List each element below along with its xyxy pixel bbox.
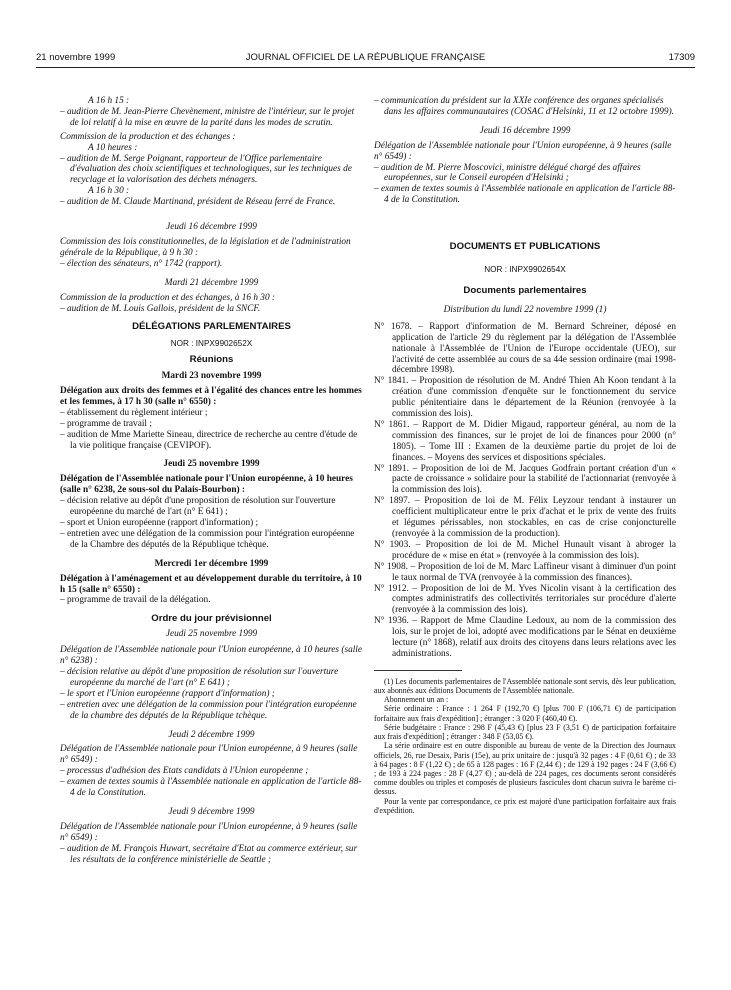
document-entry: N° 1903. – Proposition de loi de M. Michel Hunault visant à abroger la procédure de « mise en état » (renvoyée à la commission des lois). <box>374 539 676 561</box>
document-entry: N° 1891. – Proposition de loi de M. Jacques Godfrain portant création d'un « pacte de croissance » solidaire pour la stabilité de l'actionnariat (renvoyée à la commission des lois). <box>374 463 676 496</box>
header-title: JOURNAL OFFICIEL DE LA RÉPUBLIQUE FRANÇAISE <box>245 52 486 63</box>
date-heading: Jeudi 25 novembre 1999 <box>165 629 258 640</box>
section-title-delegations: DÉLÉGATIONS PARLEMENTAIRES <box>132 321 291 333</box>
agenda-item: – sport et Union européenne (rapport d'information) ; <box>60 518 259 528</box>
agenda-item: – entretien avec une délégation de la commission pour l'intégration européenne de la chambre des députés de la République tchèque. <box>60 699 357 721</box>
delegation-heading: Délégation à l'aménagement et au développement durable du territoire, à 10 h 15 (salle n° 6550) : <box>60 573 362 595</box>
left-column <box>60 96 363 865</box>
page-header <box>36 52 695 68</box>
agenda-item: – audition de M. François Huwart, secrétaire d'Etat au commerce extérieur, sur les résultats de la conférence ministérielle de Seattle ; <box>60 843 358 865</box>
agenda-item: – décision relative au dépôt d'une proposition de résolution sur l'ouverture européenne du marché de l'art (n° E 641) ; <box>60 666 339 688</box>
agenda-item: – programme de travail de la délégation. <box>60 595 211 606</box>
header-date: 21 novembre 1999 <box>36 52 116 63</box>
agenda-item: – programme de travail ; <box>60 418 152 429</box>
delegation-heading: Délégation de l'Assemblée nationale pour l'Union européenne, à 9 heures (salle n° 6549) : <box>60 744 358 766</box>
footnote: La série ordinaire est en outre disponible au bureau de vente de la Direction des Journaux officiels, 26, rue Desaix, Paris (15e), au prix unitaire de : jusqu'à 32 pages : 4 F (0,61 €) ; de 33 à 64 pages : 8 F (1,22 €) ; de 65 à 128 pages : 16 F (2,44 €) ; de 129 à 192 pages : 24 F (3,66 €) ; de 193 à 224 pages : 28 F (4,27 €) ; au-delà de 224 pages, ces documents seront considérés comme doubles ou triples et composés de plusieurs fascicules dont chacun suivra le barème ci-dessus. <box>374 741 676 797</box>
agenda-item: – processus d'adhésion des Etats candidats à l'Union européenne ; <box>60 766 309 777</box>
agenda-item: – audition de M. Serge Poignant, rapporteur de l'Office parlementaire d'évaluation des choix scientifiques et technologiques, sur les techniques de recyclage et la valorisation des déchets ménagers. <box>60 153 352 186</box>
agenda-item: – examen de textes soumis à l'Assemblée nationale en application de l'article 88-4 de la Constitution. <box>374 184 676 206</box>
date-heading: Jeudi 25 novembre 1999 <box>163 459 260 470</box>
footnote: Série ordinaire : France : 1 264 F (192,70 €) [plus 700 F (106,71 €) de participation forfaitaire aux frais d'expédition] ; étranger : 3 020 F (460,40 €). <box>374 704 676 723</box>
footnote: (1) Les documents parlementaires de l'Assemblée nationale sont servis, dès leur publication, aux abonnés aux éditions Documents de l'Assemblée nationale. <box>374 676 676 696</box>
footnote-rule <box>374 670 462 671</box>
document-entry: N° 1897. – Proposition de loi de M. Félix Leyzour tendant à instaurer un coefficient multiplicateur entre le prix d'achat et le prix de vente des fruits et légumes périssables, non stockables, en cas de crise conjoncturelle (renvoyée à la commission de la production). <box>374 496 676 539</box>
subsection-title-documents-parlementaires: Documents parlementaires <box>463 284 587 296</box>
agenda-item: – décision relative au dépôt d'une proposition de résolution sur l'ouverture européenne du marché de l'art (n° E 641) ; <box>60 496 336 518</box>
document-entry: N° 1908. – Proposition de loi de M. Marc Laffineur visant à diminuer d'un point le taux normal de TVA (renvoyée à la commission des finances). <box>374 561 676 583</box>
agenda-item: – établissement du règlement intérieur ; <box>60 407 208 418</box>
document-entry: N° 1861. – Rapport de M. Didier Migaud, rapporteur général, au nom de la commission des finances, sur le projet de loi de finances pour 2000 (n° 1805). – Tome III : Examen de la deuxième partie du projet de loi de finances. – Moyens des services et dispositions spéciales. <box>374 419 676 463</box>
document-entry: N° 1678. – Rapport d'information de M. Bernard Schreiner, déposé en application de l'article 29 du règlement par la délégation de l'Assemblée nationale à l'Assemblée de l'Union de l'Europe occidentale (UEO), sur l'activité de cette assemblée au cours de sa 44e session ordinaire (mai 1998-décembre 1998). <box>374 321 676 376</box>
date-heading: Jeudi 16 décembre 1999 <box>166 222 257 233</box>
document-entry: N° 1912. – Proposition de loi de M. Yves Nicolin visant à la certification des comptes administratifs des collectivités territoriales sur procédure d'alerte (renvoyée à la commission des lois). <box>374 583 676 616</box>
header-page-number: 17309 <box>668 52 695 63</box>
distribution-heading: Distribution du lundi 22 novembre 1999 (1) <box>443 304 607 315</box>
time-label: A 16 h 15 : <box>88 96 130 106</box>
date-heading: Mercredi 1er décembre 1999 <box>154 558 269 569</box>
nor-reference: NOR : INPX9902652X <box>170 339 253 349</box>
commission-heading: Commission de la production et des échanges : <box>60 131 236 142</box>
agenda-item: – communication du président sur la XXIe conférence des organes spécialisés dans les affaires communautaires (COSAC d'Helsinki, 11 et 12 octobre 1999). <box>374 96 674 117</box>
footnote: Série budgétaire : France : 298 F (45,43 €) [plus 23 F (3,51 €) de participation forfaitaire aux frais d'expédition] ; étranger : 348 F (53,05 €). <box>374 722 676 742</box>
agenda-item: – audition de M. Claude Martinand, président de Réseau ferré de France. <box>60 197 336 208</box>
agenda-item: – audition de M. Louis Gallois, président de la SNCF. <box>60 303 261 314</box>
agenda-item: – élection des sénateurs, n° 1742 (rapport). <box>60 258 223 269</box>
subsection-title-ordre-du-jour: Ordre du jour prévisionnel <box>151 613 272 625</box>
footnote: Abonnement un an : <box>384 695 449 705</box>
section-title-documents: DOCUMENTS ET PUBLICATIONS <box>449 241 601 253</box>
agenda-item: – examen de textes soumis à l'Assemblée nationale en application de l'article 88-4 de la Constitution. <box>60 777 362 799</box>
right-column <box>374 96 676 815</box>
date-heading: Mardi 21 décembre 1999 <box>164 277 259 288</box>
footnote: Pour la vente par correspondance, ce prix est majoré d'une participation forfaitaire aux frais d'expédition. <box>374 796 676 815</box>
date-heading: Jeudi 16 décembre 1999 <box>479 125 571 136</box>
agenda-item: – audition de Mme Mariette Sineau, directrice de recherche au centre d'étude de la vie politique française (CEVIPOF). <box>60 429 358 451</box>
time-label: A 16 h 30 : <box>88 186 130 197</box>
commission-heading: Commission de la production et des échanges, à 16 h 30 : <box>60 292 276 303</box>
nor-reference: NOR : INPX9902654X <box>484 265 566 275</box>
commission-heading: Commission des lois constitutionnelles, de la législation et de l'administration générale de la République, à 9 h 30 : <box>60 236 351 258</box>
footnotes <box>374 677 676 815</box>
document-entry: N° 1841. – Proposition de résolution de M. André Thien Ah Koon tendant à la création d'une commission d'enquête sur le fonctionnement du service public pénitentiaire dans le département de la Réunion (renvoyée à la commission des lois). <box>374 376 676 420</box>
delegation-heading: Délégation de l'Assemblée nationale pour l'Union européenne, à 10 heures (salle n° 6238, 2e sous-sol du Palais-Bourbon) : <box>60 474 353 496</box>
delegation-heading: Délégation de l'Assemblée nationale pour l'Union européenne, à 10 heures (salle n° 6238) : <box>60 645 363 667</box>
delegation-heading: Délégation aux droits des femmes et à l'égalité des chances entre les hommes et les femmes, à 17 h 30 (salle n° 6550) : <box>60 386 362 407</box>
date-heading: Mardi 23 novembre 1999 <box>161 371 262 382</box>
agenda-item: – audition de M. Jean-Pierre Chevènement, ministre de l'intérieur, sur le projet de loi relatif à la mise en œuvre de la parité dans les modes de scrutin. <box>60 106 355 128</box>
delegation-heading: Délégation de l'Assemblée nationale pour l'Union européenne, à 9 heures (salle n° 6549) : <box>374 140 672 162</box>
date-heading: Jeudi 9 décembre 1999 <box>168 806 255 817</box>
subsection-title-reunions: Réunions <box>189 354 234 366</box>
header-rule <box>36 67 695 68</box>
agenda-item: – le sport et l'Union européenne (rapport d'information) ; <box>60 688 275 699</box>
delegation-heading: Délégation de l'Assemblée nationale pour l'Union européenne, à 9 heures (salle n° 6549) : <box>60 821 358 843</box>
agenda-item: – entretien avec une délégation de la commission pour l'intégration européenne de la Chambre des députés de la République tchèque. <box>60 528 355 550</box>
time-label: A 10 heures : <box>88 142 138 153</box>
agenda-item: – audition de M. Pierre Moscovici, ministre délégué chargé des affaires européennes, sur le Conseil européen d'Helsinki ; <box>374 162 641 184</box>
document-entry: N° 1936. – Rapport de Mme Claudine Ledoux, au nom de la commission des lois, sur le projet de loi, adopté avec modifications par le Sénat en deuxième lecture (n° 1868), relatif aux droits des citoyens dans leurs relations avec les administrations. <box>374 616 676 659</box>
date-heading: Jeudi 2 décembre 1999 <box>168 729 255 740</box>
